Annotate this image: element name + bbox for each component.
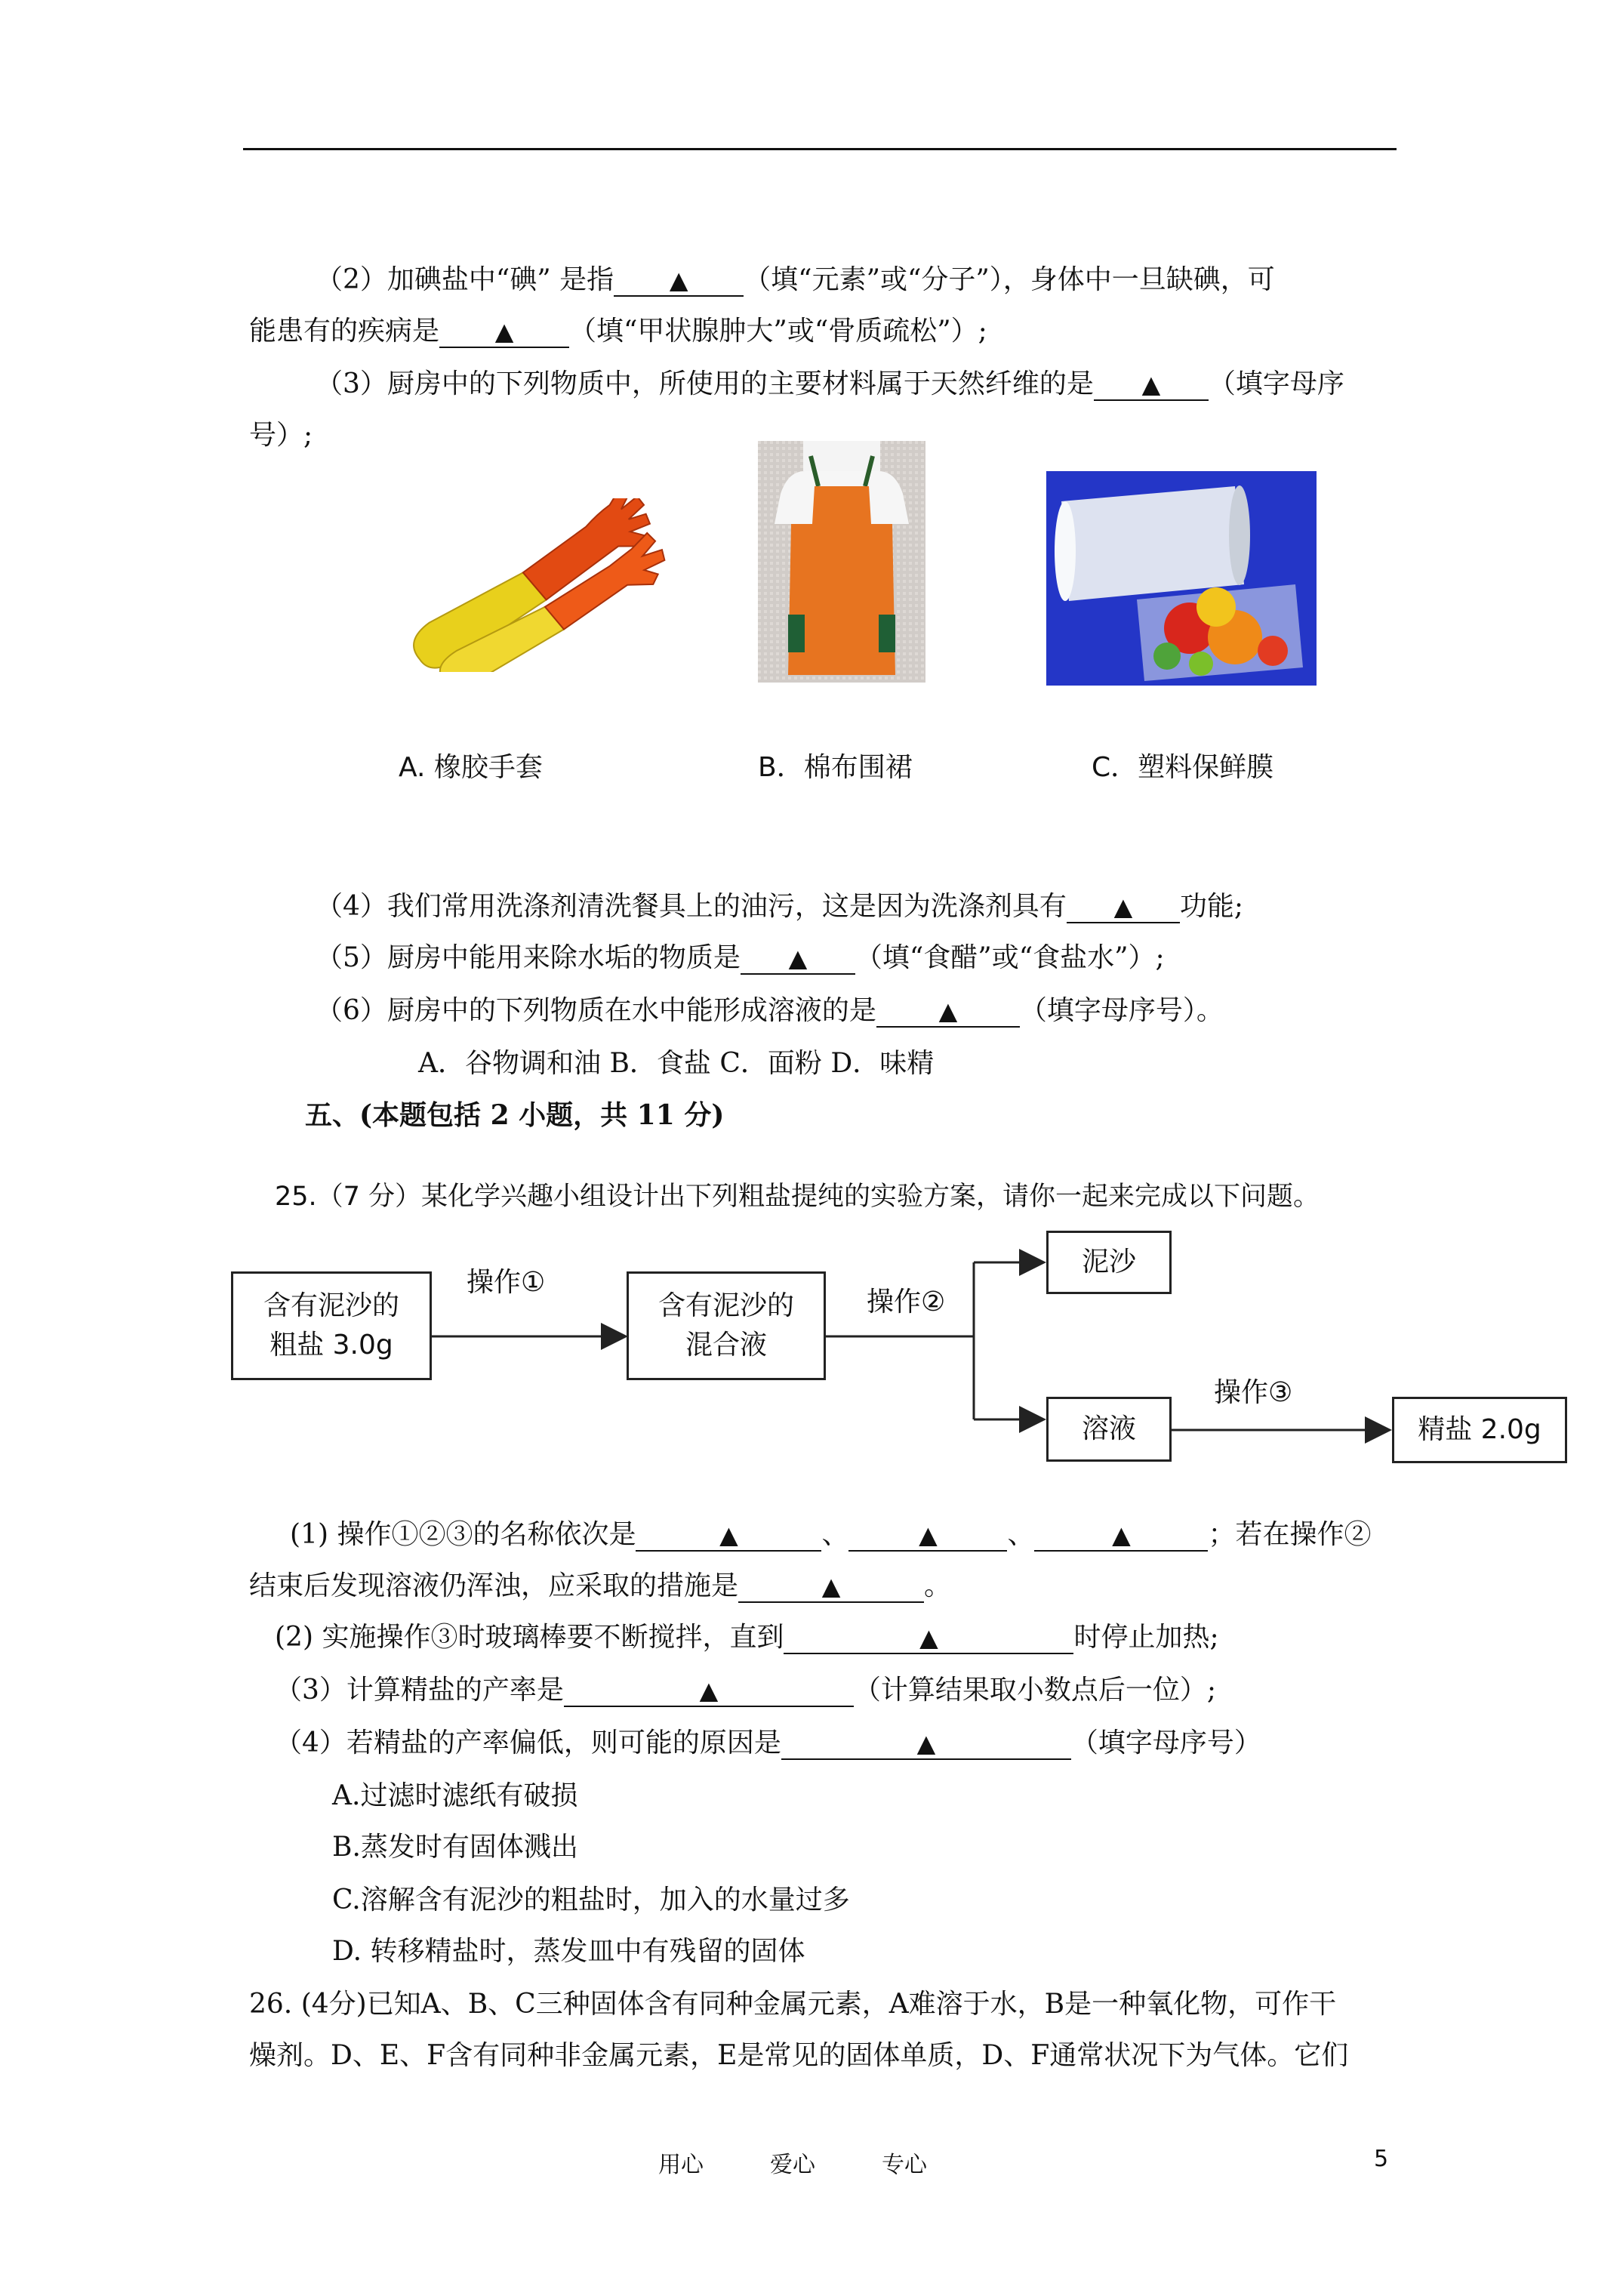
- q2-text-c: 能患有的疾病是: [249, 316, 440, 347]
- q25-p1-text: (1) 操作①②③的名称依次是: [290, 1519, 636, 1550]
- q25-p1-text-c: 结束后发现溶液仍浑浊，应采取的措施是: [249, 1570, 739, 1601]
- q6-text-a: （6）厨房中的下列物质在水中能形成溶液的是: [316, 995, 876, 1026]
- q6-text-b: （填字母序号）。: [1019, 995, 1224, 1026]
- option-b-caption: B．棉布围裙: [758, 752, 913, 783]
- q4-text-a: （4）我们常用洗涤剂清洗餐具上的油污，这是因为洗涤剂具有: [316, 891, 1067, 922]
- footer-left: 用心: [658, 2152, 704, 2178]
- answer-blank[interactable]: [1034, 1520, 1208, 1552]
- section-five-heading: 五、(本题包括 2 小题，共 11 分): [305, 1099, 725, 1131]
- page-number: 5: [1374, 2146, 1389, 2172]
- q3-line2: 号）;: [249, 420, 313, 451]
- q4-text-b: 功能;: [1179, 891, 1244, 922]
- q25-part1-line1: [290, 1516, 1372, 1554]
- answer-blank[interactable]: [564, 1675, 854, 1707]
- q25-choice-a: A.过滤时滤纸有破损: [332, 1780, 578, 1811]
- separator: 、: [821, 1519, 849, 1550]
- operation-1-label: 操作①: [467, 1267, 546, 1298]
- flow-box-mixture: 含有泥沙的 混合液: [627, 1271, 826, 1380]
- q25-intro: 25.（7 分）某化学兴趣小组设计出下列粗盐提纯的实验方案，请你一起来完成以下问题。: [275, 1182, 1320, 1212]
- q5-text-b: （填“食醋”或“食盐水”）;: [855, 942, 1165, 973]
- triangle-mark: ▲: [669, 266, 688, 294]
- triangle-mark: ▲: [821, 1572, 841, 1601]
- q2-text-d: （填“甲状腺肿大”或“骨质疏松”）;: [569, 316, 987, 347]
- q25-choice-c: C.溶解含有泥沙的粗盐时，加入的水量过多: [332, 1885, 850, 1915]
- flow-box-sand: 泥沙: [1046, 1231, 1172, 1294]
- answer-blank[interactable]: [781, 1728, 1071, 1760]
- q25-p1-text-d: 。: [924, 1570, 952, 1601]
- q25-p1-text-b: ；若在操作②: [1208, 1519, 1372, 1550]
- q25-p3-text: （3）计算精盐的产率是: [275, 1675, 564, 1706]
- answer-blank[interactable]: [636, 1520, 821, 1552]
- answer-blank[interactable]: [784, 1623, 1073, 1654]
- q2-text-a: （2）加碘盐中“碘” 是指: [316, 264, 614, 295]
- q26-line2: 燥剂。D、E、F含有同种非金属元素，E是常见的固体单质，D、F通常状况下为气体。它们: [249, 2040, 1349, 2071]
- triangle-mark: ▲: [919, 1623, 938, 1652]
- q25-p4-text: （4）若精盐的产率偏低，则可能的原因是: [275, 1727, 781, 1758]
- q26-line1: 26. (4分)已知A、B、C三种固体含有同种金属元素，A难溶于水，B是一种氧化物，可作干: [249, 1989, 1337, 2020]
- q25-part1-line2: [249, 1567, 951, 1605]
- q25-p4-text-b: （填字母序号）: [1070, 1727, 1261, 1758]
- separator: 、: [1007, 1519, 1035, 1550]
- q6-options: A．谷物调和油 B．食盐 C．面粉 D．味精: [418, 1048, 935, 1079]
- operation-3-label: 操作③: [1214, 1377, 1293, 1408]
- triangle-mark: ▲: [916, 1729, 936, 1758]
- triangle-mark: ▲: [1112, 1521, 1131, 1549]
- q25-choice-d: D. 转移精盐时，蒸发皿中有残留的固体: [332, 1936, 805, 1967]
- footer-mid: 爱心: [770, 2152, 815, 2178]
- q25-part4: [275, 1724, 1261, 1762]
- answer-blank[interactable]: [848, 1520, 1007, 1552]
- option-c-caption: C．塑料保鲜膜: [1092, 752, 1274, 783]
- q3-text-b: （填字母序: [1208, 368, 1344, 399]
- answer-blank[interactable]: [738, 1571, 924, 1603]
- operation-2-label: 操作②: [867, 1287, 946, 1318]
- q25-p3-text-b: （计算结果取小数点后一位）;: [853, 1675, 1217, 1706]
- q3-text-a: （3）厨房中的下列物质中，所使用的主要材料属于天然纤维的是: [316, 368, 1094, 399]
- triangle-mark: ▲: [494, 317, 514, 346]
- q2-text-b: （填“元素”或“分子”），身体中一旦缺碘，可: [744, 264, 1275, 295]
- triangle-mark: ▲: [1141, 370, 1161, 399]
- triangle-mark: ▲: [788, 944, 808, 972]
- q25-p2-text-b: 时停止加热;: [1073, 1622, 1219, 1653]
- footer-right: 专心: [882, 2152, 927, 2178]
- flow-box-solution: 溶液: [1046, 1397, 1172, 1462]
- triangle-mark: ▲: [919, 1521, 938, 1549]
- triangle-mark: ▲: [938, 997, 958, 1025]
- flow-box-crude-salt: 含有泥沙的 粗盐 3.0g: [231, 1271, 432, 1380]
- q25-p2-text: (2) 实施操作③时玻璃棒要不断搅拌，直到: [275, 1622, 784, 1653]
- q25-part2: [275, 1619, 1219, 1657]
- flow-box-refined-salt: 精盐 2.0g: [1392, 1397, 1567, 1463]
- triangle-mark: ▲: [699, 1676, 719, 1705]
- q5-text-a: （5）厨房中能用来除水垢的物质是: [316, 942, 741, 973]
- triangle-mark: ▲: [719, 1521, 738, 1549]
- q25-choice-b: B.蒸发时有固体溅出: [332, 1832, 578, 1863]
- option-a-caption: A. 橡胶手套: [399, 752, 543, 783]
- triangle-mark: ▲: [1113, 892, 1133, 921]
- q25-part3: [275, 1672, 1216, 1709]
